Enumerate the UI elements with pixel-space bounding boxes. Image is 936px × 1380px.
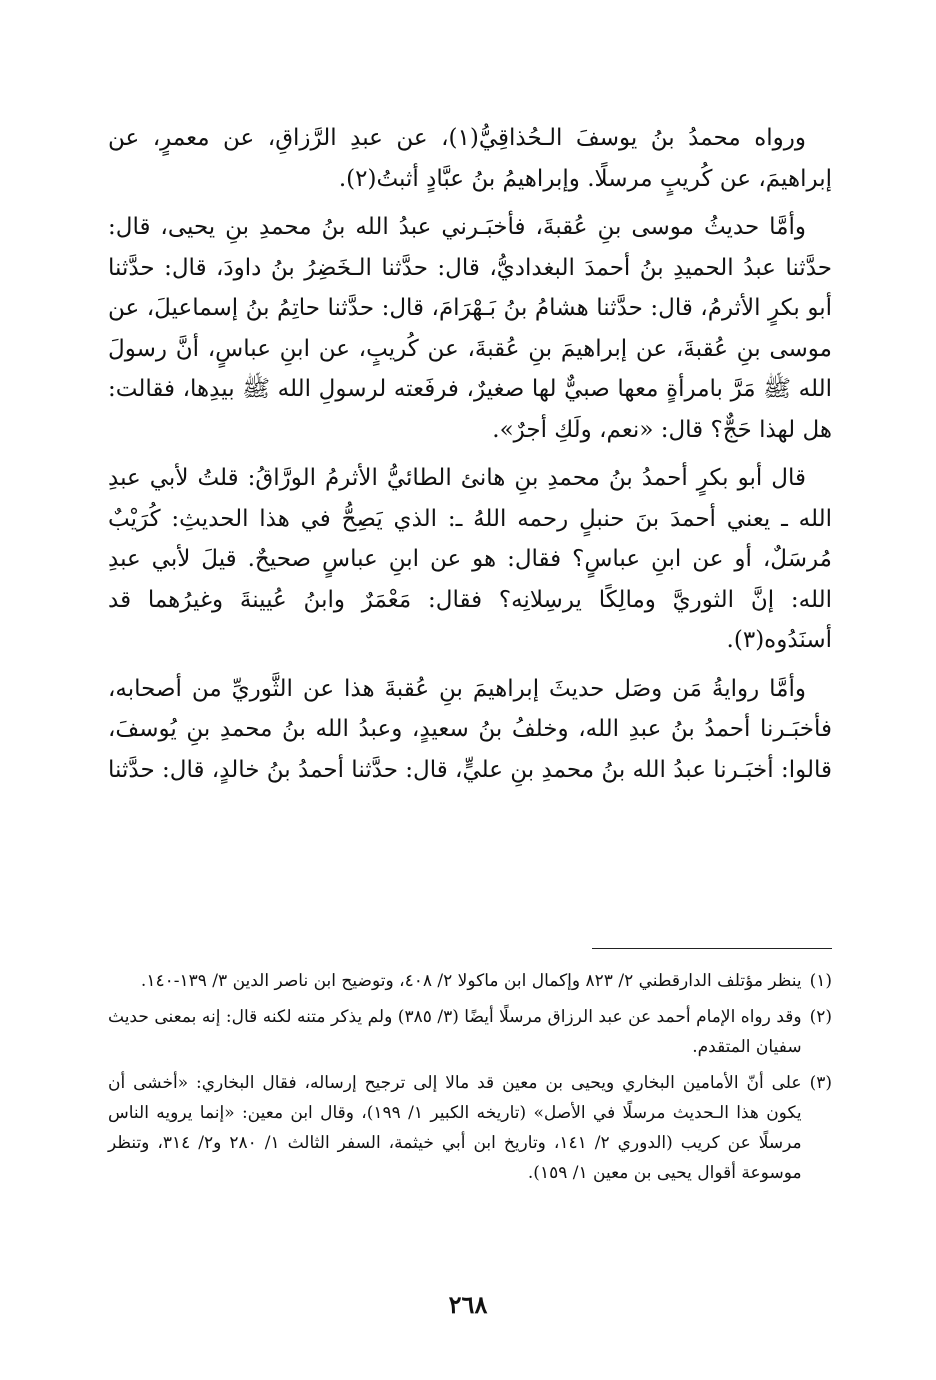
footnote-number: (٢) (809, 1007, 832, 1027)
paragraph: وأمَّا روايةُ مَن وصَل حديثَ إبراهيمَ بنِ عُقبةَ هذا عن الثَّوريِّ من أصحابه، فأخبَـرنا أحمدُ بنُ عبدِ الله، وخلفُ بنُ سعيدٍ، وعبدُ الله بنُ محمدِ بنِ يُوسفَ، قالوا: أخبَـرنا عبدُ الله بنُ محمدِ بنِ عليٍّ، قال: حدَّثنا أحمدُ بنُ خالدٍ، قال: حدَّثنا (108, 675, 832, 783)
footnote-text: على أنّ الأمامين البخاري ويحيى بن معين قد مالا إلى ترجيح إرساله، فقال البخاري: «أخشى أن يكون هذا الـحديث مرسلًا في الأصل» (تاريخه الكبير ١/ ١٩٩)، وقال ابن معين: «إنما يرويه الناس مرسلًا عن كريب (الدوري ٢/ ١٤١، وتاريخ ابن أبي خيثمة، السفر الثالث ١/ ٢٨٠ و٢/ ٣١٤، وتنظر موسوعة أقوال يحيى بن معين ١/ ١٥٩). (108, 1073, 802, 1183)
footnote (108, 1068, 832, 1188)
footnote-number: (٣) (809, 1073, 832, 1093)
paragraph: وأمَّا حديثُ موسى بنِ عُقبةَ، فأخبَـرني عبدُ الله بنُ محمدِ بنِ يحيى، قال: حدَّثنا عبدُ الحميدِ بنُ أحمدَ البغداديُّ، قال: حدَّثنا الـخَضِرُ بنُ داودَ، قال: حدَّثنا أبو بكرٍ الأثرمُ، قال: حدَّثنا هشامُ بنُ بَـهْرَامَ، قال: حدَّثنا حاتِمُ بنُ إسماعيلَ، عن موسى بنِ عُقبةَ، عن إبراهيمَ بنِ عُقبةَ، عن كُريبٍ، عن ابنِ عباسٍ، أنَّ رسولَ الله ﷺ مَرَّ بامرأةٍ معها صبيٌّ لها صغيرٌ، فرفَعته لرسولِ الله ﷺ بيدِها، فقالت: هل لهذا حَجٌّ؟ قال: «نعم، ولَكِ أجرٌ». (108, 214, 832, 443)
footnote-number: (١) (809, 971, 832, 991)
paragraph: ورواه محمدُ بنُ يوسفَ الـحُذاقِيُّ(١)، عن عبدِ الرَّزاقِ، عن معمرٍ، عن إبراهيمَ، عن كُريبٍ مرسلًا. وإبراهيمُ بنُ عبَّادٍ أثبتُ(٢). (108, 125, 832, 192)
main-text (108, 118, 832, 798)
footnote (108, 1002, 832, 1062)
page-number: ٢٦٨ (448, 1290, 488, 1319)
footnote-text: ينظر مؤتلف الدارقطني ٢/ ٨٢٣ وإكمال ابن ماكولا ٢/ ٤٠٨، وتوضيح ابن ناصر الدين ٣/ ١٣٩-١٤٠. (140, 971, 802, 991)
paragraph: قال أبو بكرٍ أحمدُ بنُ محمدِ بنِ هانئ الطائيُّ الأثرمُ الورَّاقُ: قلتُ لأبي عبدِ الله ـ يعني أحمدَ بنَ حنبلٍ رحمه اللهُ ـ: الذي يَصِحُّ في هذا الحديثِ: كُرَيْبٌ مُرسَلٌ، أو عن ابنِ عباسٍ؟ فقال: هو عن ابنِ عباسٍ صحيحٌ. قيلَ لأبي عبدِ الله: إنَّ الثوريَّ ومالِكًا يرسِلانِه؟ فقال: مَعْمَرٌ وابنُ عُيينةَ وغيرُهما قد أسنَدُوه(٣). (108, 465, 832, 653)
footnote (108, 966, 832, 996)
footnote-separator (592, 948, 832, 949)
footnotes (108, 966, 832, 1194)
footnote-text: وقد رواه الإمام أحمد عن عبد الرزاق مرسلًا أيضًا (٣/ ٣٨٥) ولم يذكر متنه لكنه قال: إنه بمعنى حديث سفيان المتقدم. (108, 1007, 802, 1057)
